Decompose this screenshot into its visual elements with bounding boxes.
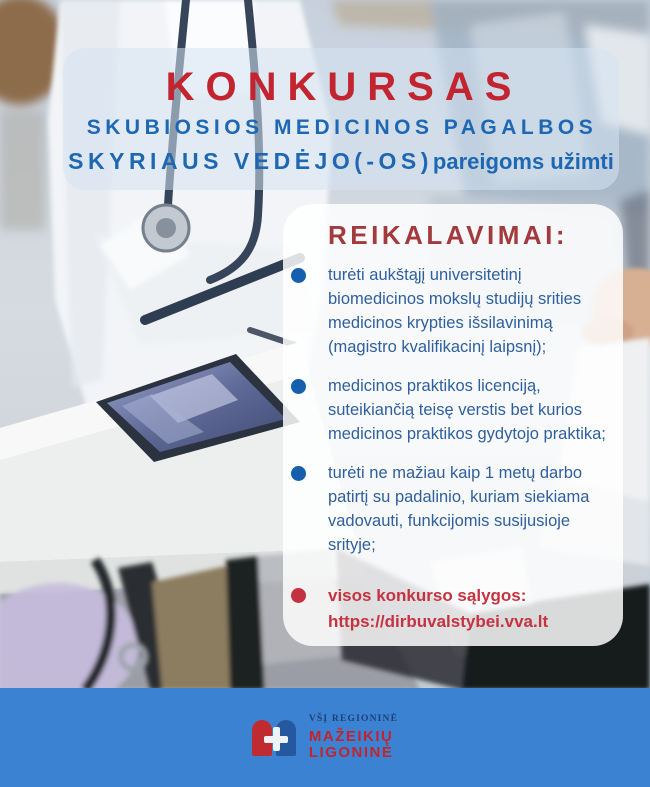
conditions-url-link[interactable]: https://dirbuvalstybei.vva.lt — [328, 612, 549, 632]
bullet-icon — [291, 588, 306, 603]
bullet-icon — [291, 466, 306, 481]
bullet-icon — [291, 268, 306, 283]
org-name-line1: VŠĮ REGIONINĖ — [308, 714, 399, 725]
requirements-heading: REIKALAVIMAI: — [328, 220, 569, 250]
poster-title: KONKURSAS — [165, 65, 523, 109]
org-name-line2: MAŽEIKIŲ — [308, 727, 394, 745]
requirement-item — [328, 263, 609, 359]
bag-blur — [152, 566, 236, 690]
org-name-line3: LIGONINĖ — [308, 743, 394, 761]
header-panel — [63, 48, 619, 190]
subtitle-line-2 — [68, 150, 614, 173]
requirement-item — [328, 374, 609, 446]
requirement-text: medicinos praktikos licenciją, suteikiančią teisę verstis bet kurios medicinos praktikos gydytojo praktika; — [328, 377, 606, 444]
requirement-text: turėti aukštąjį universitetinį biomedicinos mokslų studijų srities medicinos krypties išsilavinimą (magistro kvalifikacinį laipsnį); — [328, 266, 582, 357]
bullet-icon — [291, 379, 306, 394]
subtitle-line-1: SKUBIOSIOS MEDICINOS PAGALBOS — [86, 116, 598, 139]
requirements-card — [283, 204, 623, 646]
subtitle-position-caps: SKYRIAUS VEDĖJO(-OS) — [68, 148, 433, 174]
hospital-logo — [252, 715, 398, 760]
requirement-text: turėti ne mažiau kaip 1 metų darbo patirtį su padalinio, kuriam siekiama vadovauti, funkcijomis susijusioje srityje; — [328, 464, 590, 555]
conditions-item — [328, 583, 609, 635]
conditions-label: visos konkurso sąlygos: — [328, 586, 527, 606]
hospital-logo-mark-icon — [252, 717, 300, 759]
footer-band — [0, 688, 650, 787]
medical-cross-icon — [264, 727, 288, 751]
requirement-item — [328, 461, 609, 557]
hospital-logo-text — [309, 715, 398, 760]
subtitle-position-rest: pareigoms užimti — [432, 149, 614, 174]
